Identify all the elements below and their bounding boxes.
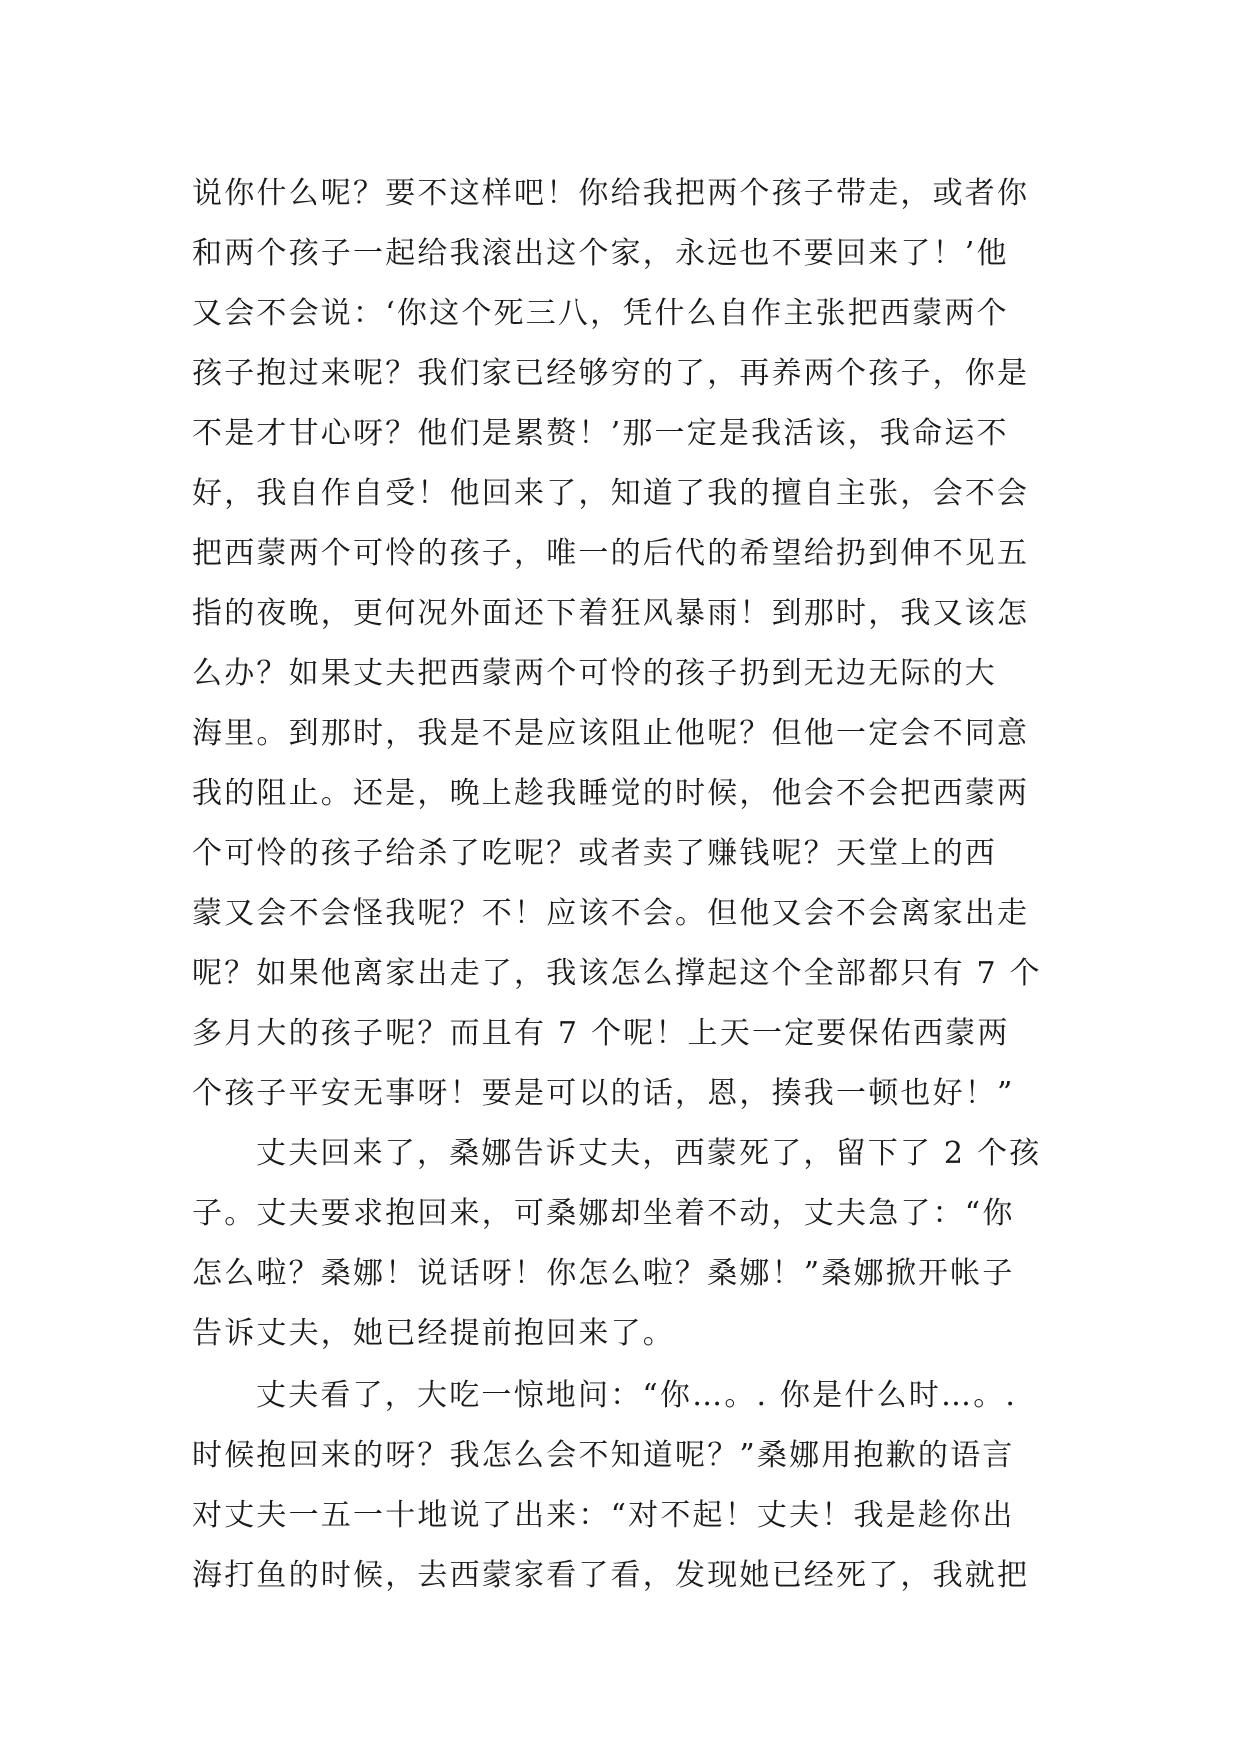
paragraph-1 (192, 164, 1052, 1124)
text-line: 蒙又会不会怪我呢？不！应该不会。但他又会不会离家出走 (192, 896, 1030, 931)
text-line: 对丈夫一五一十地说了出来：“对不起！丈夫！我是趁你出 (192, 1498, 1015, 1533)
body-text (192, 164, 1052, 1606)
text-line: 不是才甘心呀？他们是累赘！’那一定是我活该，我命运不 (192, 416, 1009, 451)
text-line: 又会不会说：‘你这个死三八，凭什么自作主张把西蒙两个 (192, 296, 1009, 331)
text-line: 说你什么呢？要不这样吧！你给我把两个孩子带走，或者你 (192, 176, 1030, 211)
text-line: 么办？如果丈夫把西蒙两个可怜的孩子扔到无边无际的大 (192, 656, 997, 691)
text-line: 和两个孩子一起给我滚出这个家，永远也不要回来了！’他 (192, 236, 1009, 271)
paragraph-2 (192, 1124, 1052, 1364)
text-line: 把西蒙两个可怜的孩子，唯一的后代的希望给扔到伸不见五 (192, 536, 1030, 571)
text-line: 怎么啦？桑娜！说话呀！你怎么啦？桑娜！”桑娜掀开帐子 (192, 1256, 1015, 1291)
text-line: 个可怜的孩子给杀了吃呢？或者卖了赚钱呢？天堂上的西 (192, 836, 997, 871)
text-line: 子。丈夫要求抱回来，可桑娜却坐着不动，丈夫急了：“你 (192, 1196, 1015, 1231)
text-line: 孩子抱过来呢？我们家已经够穷的了，再养两个孩子，你是 (192, 356, 1030, 391)
paragraph-3 (192, 1366, 1052, 1606)
text-line: 告诉丈夫，她已经提前抱回来了。 (192, 1316, 675, 1351)
text-line: 多月大的孩子呢？而且有 7 个呢！上天一定要保佑西蒙两 (192, 1016, 1010, 1051)
text-line: 丈夫看了，大吃一惊地问：“你…。. 你是什么时…。. (256, 1378, 1018, 1413)
text-line: 个孩子平安无事呀！要是可以的话，恩，揍我一顿也好！” (192, 1076, 1015, 1111)
text-line: 我的阻止。还是，晚上趁我睡觉的时候，他会不会把西蒙两 (192, 776, 1030, 811)
text-line: 时候抱回来的呀？我怎么会不知道呢？”桑娜用抱歉的语言 (192, 1438, 1015, 1473)
text-line: 海打鱼的时候，去西蒙家看了看，发现她已经死了，我就把 (192, 1558, 1030, 1593)
text-line: 指的夜晚，更何况外面还下着狂风暴雨！到那时，我又该怎 (192, 596, 1030, 631)
text-line: 海里。到那时，我是不是应该阻止他呢？但他一定会不同意 (192, 716, 1030, 751)
text-line: 呢？如果他离家出走了，我该怎么撑起这个全部都只有 7 个 (192, 956, 1042, 991)
text-line: 好，我自作自受！他回来了，知道了我的擅自主张，会不会 (192, 476, 1030, 511)
text-line: 丈夫回来了，桑娜告诉丈夫，西蒙死了，留下了 2 个孩 (256, 1136, 1042, 1171)
